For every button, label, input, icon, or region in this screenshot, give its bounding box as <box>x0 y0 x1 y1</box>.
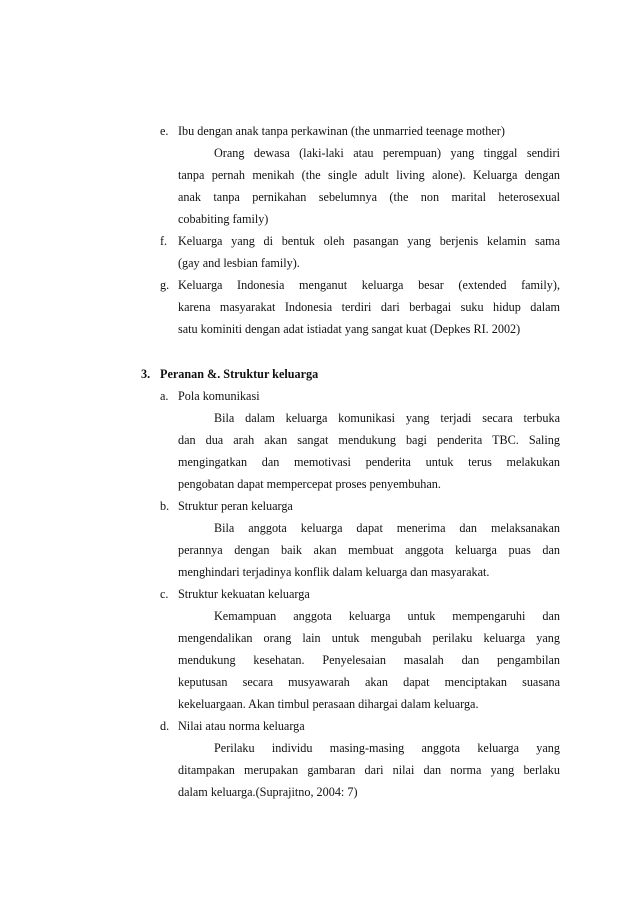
list-marker: e. <box>160 124 169 138</box>
list-marker: b. <box>160 499 170 513</box>
list-item-title: Nilai atau norma keluarga <box>178 719 305 733</box>
paragraph-line: dan dua arah akan sangat mendukung bagi penderita TBC. Saling <box>178 433 560 447</box>
section-heading <box>141 363 318 385</box>
paragraph-line: satu kominiti dengan adat istiadat yang sangat kuat (Depkes RI. 2002) <box>178 322 521 336</box>
list-marker: d. <box>160 719 170 733</box>
paragraph-line: karena masyarakat Indonesia terdiri dari berbagai suku hidup dalam <box>178 300 560 314</box>
paragraph-line: mengendalikan orang lain untuk mengubah perilaku keluarga yang <box>178 631 560 645</box>
paragraph-line: ditampakan merupakan gambaran dari nilai dan norma yang berlaku <box>178 763 560 777</box>
paragraph-line: dalam keluarga.(Suprajitno, 2004: 7) <box>178 785 358 799</box>
paragraph-line: menghindari terjadinya konflik dalam keluarga dan masyarakat. <box>178 565 490 579</box>
paragraph-line: Keluarga Indonesia menganut keluarga besar (extended family), <box>178 278 560 292</box>
list-item-g <box>160 274 560 340</box>
paragraph-line: kekeluargaan. Akan timbul perasaan dihargai dalam keluarga. <box>178 697 479 711</box>
paragraph-line: Orang dewasa (laki-laki atau perempuan) yang tinggal sendiri <box>214 146 560 160</box>
list-item-a <box>160 385 560 495</box>
list-marker: g. <box>160 278 170 292</box>
list-item-e <box>160 120 560 230</box>
paragraph-line: Bila anggota keluarga dapat menerima dan melaksanakan <box>214 521 560 535</box>
paragraph-line: keputusan secara musyawarah akan dapat menciptakan suasana <box>178 675 560 689</box>
list-marker: c. <box>160 587 169 601</box>
list-item-c <box>160 583 560 715</box>
paragraph-line: Perilaku individu masing-masing anggota keluarga yang <box>214 741 560 755</box>
section-title: Peranan &. Struktur keluarga <box>160 367 319 381</box>
section-number: 3. <box>141 367 151 381</box>
list-item-d <box>160 715 560 803</box>
list-item-f <box>160 230 560 274</box>
paragraph-line: perannya dengan baik akan membuat anggota keluarga puas dan <box>178 543 560 557</box>
paragraph-line: Bila dalam keluarga komunikasi yang terjadi secara terbuka <box>214 411 560 425</box>
paragraph-line: Kemampuan anggota keluarga untuk mempengaruhi dan <box>214 609 560 623</box>
list-item-title: Struktur kekuatan keluarga <box>178 587 310 601</box>
list-marker: a. <box>160 389 169 403</box>
paragraph-line: (gay and lesbian family). <box>178 256 300 270</box>
paragraph-line: Keluarga yang di bentuk oleh pasangan yang berjenis kelamin sama <box>178 234 560 248</box>
paragraph-line: anak tanpa pernikahan sebelumnya (the non marital heterosexual <box>178 190 560 204</box>
list-item-b <box>160 495 560 583</box>
paragraph-line: tanpa pernah menikah (the single adult living alone). Keluarga dengan <box>178 168 560 182</box>
list-item-title: Struktur peran keluarga <box>178 499 293 513</box>
paragraph-line: cobabiting family) <box>178 212 269 226</box>
list-marker: f. <box>160 234 168 248</box>
paragraph-line: mendukung kesehatan. Penyelesaian masalah dan pengambilan <box>178 653 560 667</box>
paragraph-line: pengobatan dapat mempercepat proses penyembuhan. <box>178 477 441 491</box>
list-item-title: Pola komunikasi <box>178 389 260 403</box>
paragraph-line: mengingatkan dan memotivasi penderita untuk terus melakukan <box>178 455 560 469</box>
list-item-title: Ibu dengan anak tanpa perkawinan (the unmarried teenage mother) <box>178 124 505 138</box>
